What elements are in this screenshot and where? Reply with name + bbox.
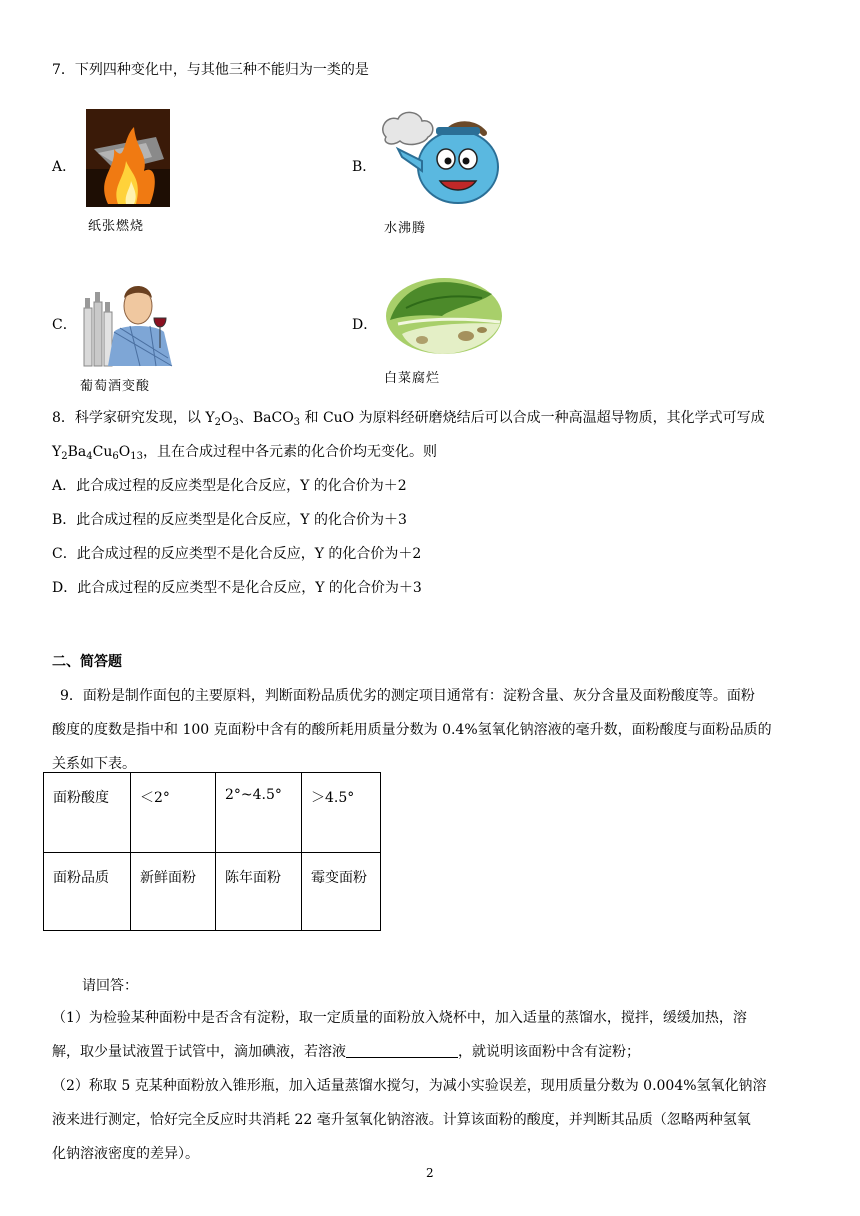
section-title: 二、简答题 <box>52 654 122 670</box>
q7-option-d-caption: 白菜腐烂 <box>384 371 441 386</box>
burning-paper-image <box>86 109 170 207</box>
q8-stem-line2: $Y_2Ba_4Cu_6O_{13}$，且在合成过程中各元素的化合价均无变化。则 <box>52 444 437 462</box>
table-cell: ＞4.5° <box>302 773 381 853</box>
q9-sub1-line2: 解，取少量试液置于试管中，滴加碘液，若溶液 ，就说明该面粉中含有淀粉； <box>52 1044 640 1060</box>
table-cell: 面粉品质 <box>44 853 131 931</box>
q9-para-line2: 酸度的度数是指中和 100 克面粉中含有的酸所耗用质量分数为 0.4%氢氧化钠溶液的毫升数，面粉酸度与面粉品质的 <box>52 722 772 738</box>
table-cell: 霉变面粉 <box>302 853 381 931</box>
q7-option-c-letter: C． <box>52 317 77 333</box>
table-cell: 面粉酸度 <box>44 773 131 853</box>
q7-option-b-letter: B． <box>352 159 377 175</box>
table-cell: 陈年面粉 <box>216 853 302 931</box>
page-number: 2 <box>426 1166 434 1180</box>
boiling-kettle-image <box>376 109 500 209</box>
q9-prompt: 请回答： <box>82 978 138 994</box>
q9-sub2-line1: （2）称取 5 克某种面粉放入锥形瓶，加入适量蒸馏水搅匀，为减小实验误差，现用质量分数为 0.004%氢氧化钠溶 <box>52 1078 767 1094</box>
flour-acidity-table <box>43 772 381 931</box>
q8-option-b: B．此合成过程的反应类型是化合反应，Y 的化合价为＋3 <box>52 512 407 528</box>
rotting-cabbage-image <box>382 264 506 358</box>
table-cell: ＜2° <box>131 773 216 853</box>
q9-sub2-line2: 液来进行测定，恰好完全反应时共消耗 22 毫升氢氧化钠溶液。计算该面粉的酸度，并判断其品质（忽略两种氢氧 <box>52 1112 751 1128</box>
table-cell: 新鲜面粉 <box>131 853 216 931</box>
q9-para-line3: 关系如下表。 <box>52 756 136 772</box>
q8-stem-line1: 8．科学家研究发现，以 $Y_2O_3$、BaCO$_3$ 和 CuO 为原料经研磨烧结后可以合成一种高温超导物质，其化学式可写成 <box>52 410 765 428</box>
q7-option-a-caption: 纸张燃烧 <box>88 219 145 234</box>
q8-option-d: D．此合成过程的反应类型不是化合反应，Y 的化合价为＋3 <box>52 580 422 596</box>
table-row <box>44 773 381 853</box>
man-with-wine-image <box>80 268 178 368</box>
table-cell: 2°~4.5° <box>216 773 302 853</box>
table-row <box>44 853 381 931</box>
q8-option-c: C．此合成过程的反应类型不是化合反应，Y 的化合价为＋2 <box>52 546 422 562</box>
q7-stem: 7．下列四种变化中，与其他三种不能归为一类的是 <box>52 62 369 78</box>
q9-sub2-line3: 化钠溶液密度的差异）。 <box>52 1146 199 1162</box>
answer-blank[interactable] <box>346 1043 458 1058</box>
q7-option-b-caption: 水沸腾 <box>384 221 427 236</box>
q7-option-d-letter: D． <box>352 317 378 333</box>
q9-sub1-line1: （1）为检验某种面粉中是否含有淀粉，取一定质量的面粉放入烧杯中，加入适量的蒸馏水，搅拌，缓缓加热，溶 <box>52 1010 747 1026</box>
q9-para-line1: 9．面粉是制作面包的主要原料，判断面粉品质优劣的测定项目通常有：淀粉含量、灰分含量及面粉酸度等。面粉 <box>60 688 755 704</box>
q7-option-c-caption: 葡萄酒变酸 <box>80 379 151 394</box>
q7-option-a-letter: A． <box>52 159 77 175</box>
q8-option-a: A．此合成过程的反应类型是化合反应，Y 的化合价为＋2 <box>52 478 407 494</box>
